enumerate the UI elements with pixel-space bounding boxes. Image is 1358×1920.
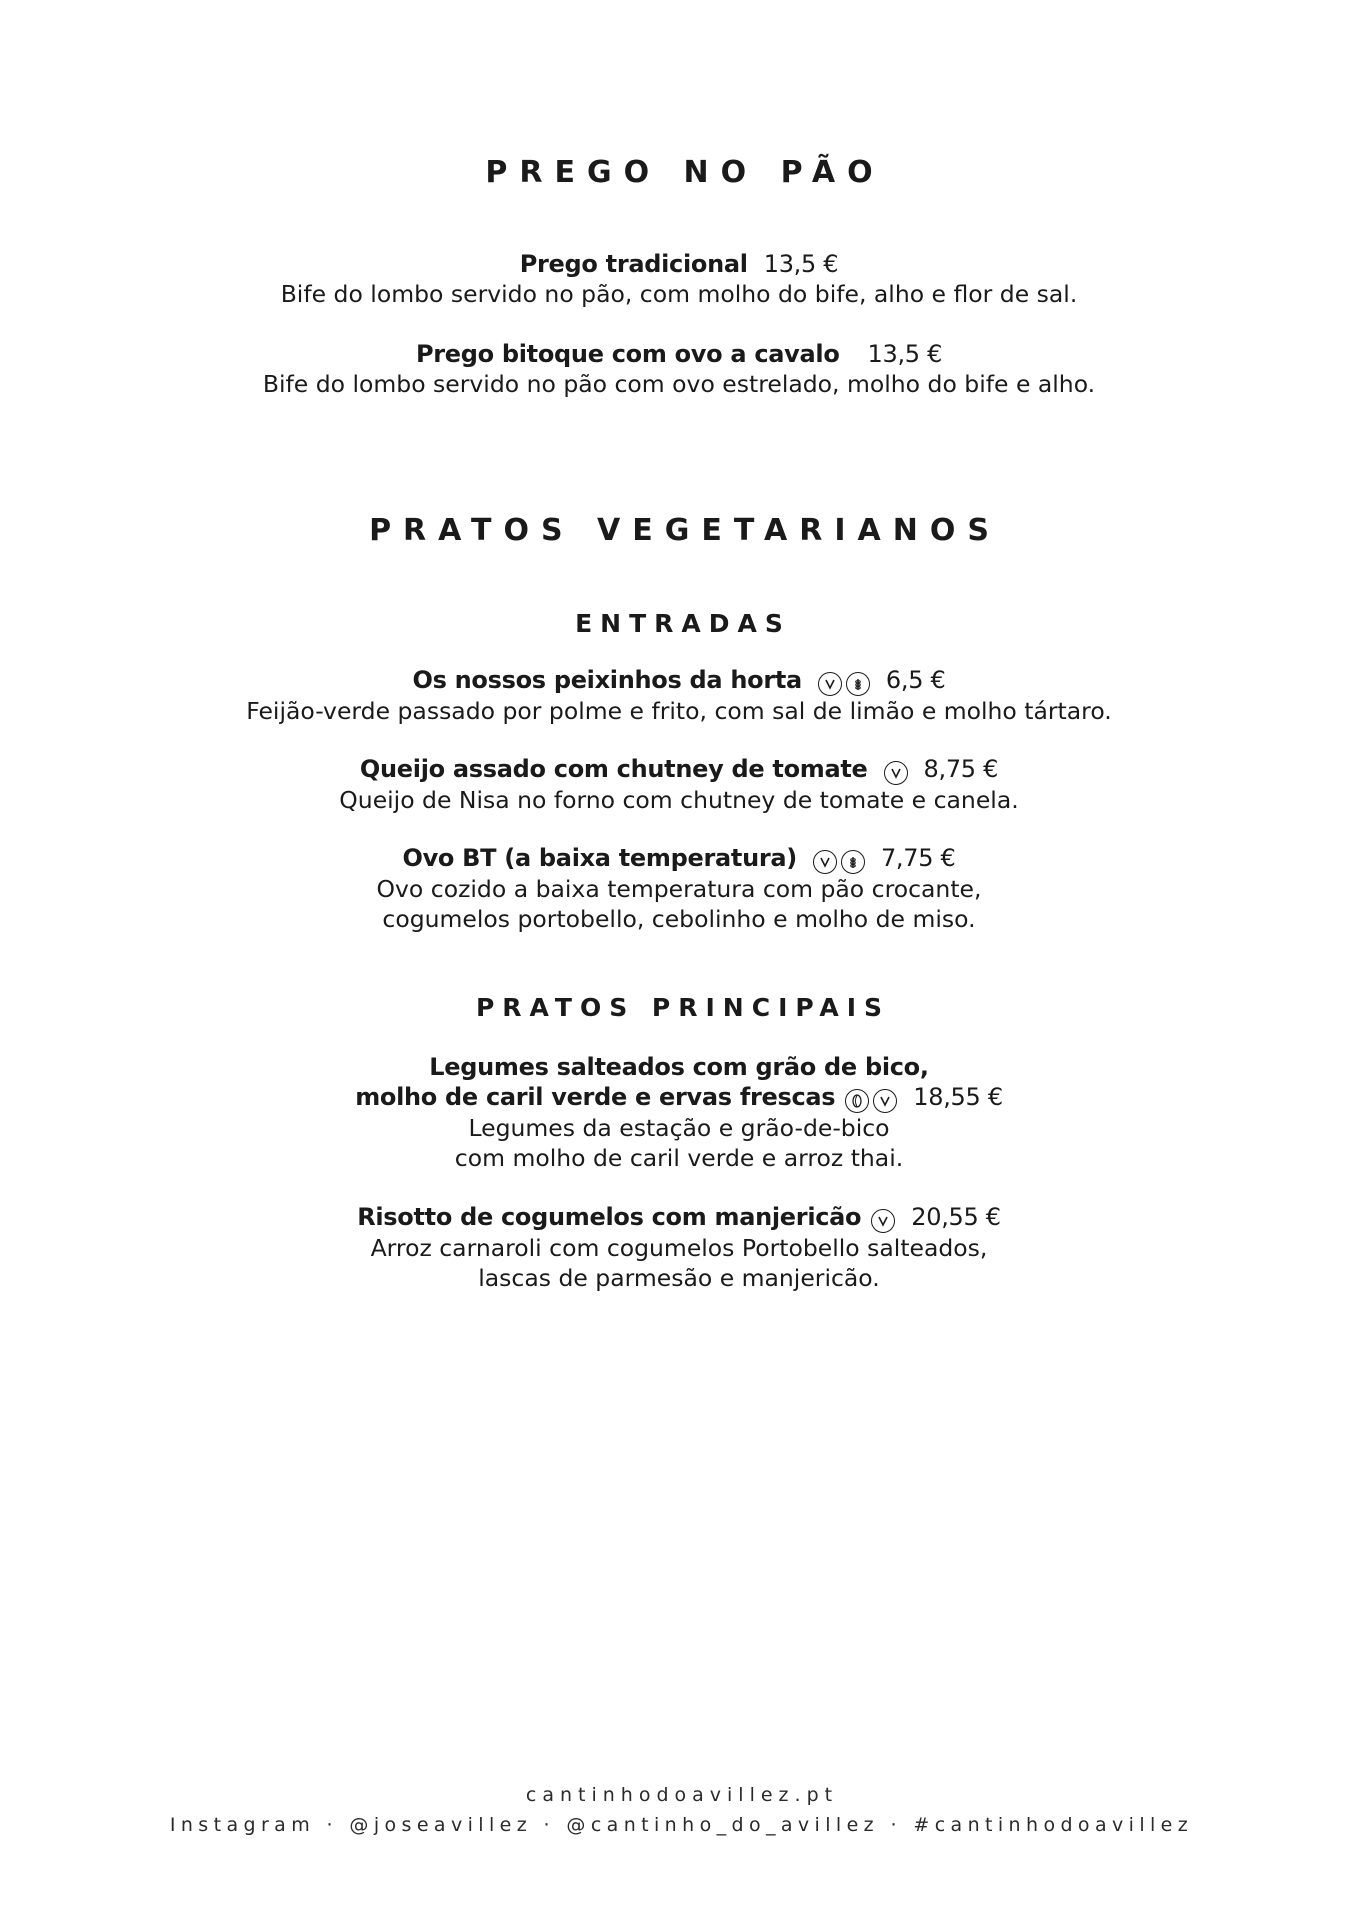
item-description: Bife do lombo servido no pão, com molho do bife, alho e flor de sal. [280,280,1078,308]
item-price: 6,5 € [885,666,946,694]
vegetarian-icon [813,850,837,874]
item-name: Os nossos peixinhos da horta [412,666,802,694]
item-name: Risotto de cogumelos com manjericão [357,1203,862,1231]
item-price: 18,55 € [913,1083,1003,1111]
item-description-line: lascas de parmesão e manjericão. [478,1264,880,1292]
item-description: Feijão-verde passado por polme e frito, com sal de limão e molho tártaro. [246,697,1112,725]
vegetarian-icon [818,672,842,696]
menu-item-prego-bitoque [0,339,1358,399]
vegetarian-icon [873,1089,897,1113]
subsection-title-entradas: ENTRADAS [575,609,791,638]
menu-item-ovo-bt [0,843,1358,934]
menu-item-queijo-assado [0,754,1358,815]
item-name: Prego bitoque com ovo a cavalo [415,340,840,368]
item-description-line: Arroz carnaroli com cogumelos Portobello salteados, [370,1234,988,1262]
gluten-icon [846,672,870,696]
item-name: Queijo assado com chutney de tomate [359,755,868,783]
item-price: 13,5 € [867,340,943,368]
section-title-vegetarianos: PRATOS VEGETARIANOS [369,513,1001,548]
item-name-line: molho de caril verde e ervas frescas [355,1083,836,1111]
nuts-icon [845,1089,869,1113]
menu-item-peixinhos [0,665,1358,726]
subsection-title-principais: PRATOS PRINCIPAIS [475,993,891,1022]
footer-social-links: Instagram · @joseavillez · @cantinho_do_avillez · #cantinhodoavillez [169,1814,1194,1836]
item-name-line: Legumes salteados com grão de bico, [429,1053,929,1081]
gluten-icon [841,850,865,874]
item-description-line: cogumelos portobello, cebolinho e molho de miso. [382,905,976,933]
item-description: Bife do lombo servido no pão com ovo estrelado, molho do bife e alho. [262,370,1096,398]
item-price: 7,75 € [880,844,956,872]
item-price: 13,5 € [763,250,839,278]
item-description-line: com molho de caril verde e arroz thai. [454,1144,904,1172]
footer-website[interactable]: cantinhodoavillez.pt [525,1784,839,1806]
item-description-line: Legumes da estação e grão-de-bico [468,1114,890,1142]
section-title-prego: PREGO NO PÃO [485,155,885,190]
menu-item-legumes-salteados [0,1052,1358,1173]
item-price: 8,75 € [923,755,999,783]
menu-item-risotto [0,1202,1358,1293]
item-price: 20,55 € [911,1203,1001,1231]
item-name: Ovo BT (a baixa temperatura) [402,844,797,872]
vegetarian-icon [871,1209,895,1233]
item-description: Queijo de Nisa no forno com chutney de tomate e canela. [339,786,1019,814]
item-name: Prego tradicional [519,250,748,278]
menu-item-prego-tradicional [0,249,1358,309]
item-description-line: Ovo cozido a baixa temperatura com pão crocante, [376,875,982,903]
vegetarian-icon [884,761,908,785]
